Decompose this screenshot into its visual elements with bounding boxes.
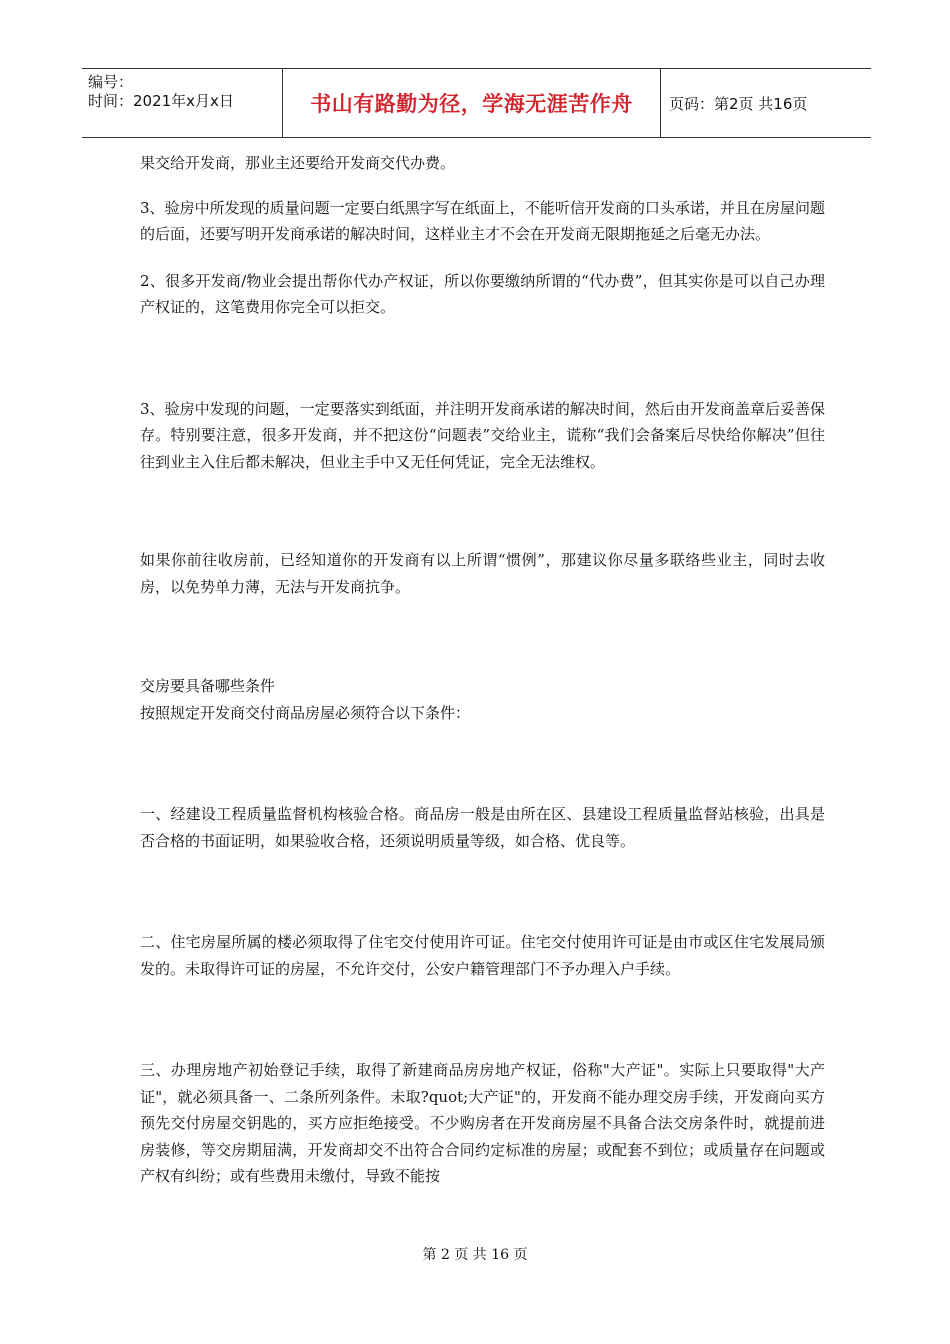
document-number: 编号： bbox=[88, 73, 134, 91]
page-indicator: 页码：第2页 共16页 bbox=[669, 94, 808, 113]
header-meta bbox=[82, 69, 282, 137]
paragraph: 3、验房中发现的问题，一定要落实到纸面，并注明开发商承诺的解决时间，然后由开发商盖章后妥善保存。特别要注意，很多开发商，并不把这份“问题表”交给业主，谎称“我们会备案后尽快给你解决”但往往到业主入住后都未解决，但业主手中又无任何凭证，完全无法维权。 bbox=[140, 399, 825, 471]
header-motto-cell bbox=[282, 69, 661, 137]
document-date: 时间：2021年x月x日 bbox=[88, 92, 234, 110]
paragraph: 3、验房中所发现的质量问题一定要白纸黑字写在纸面上，不能听信开发商的口头承诺，并且在房屋问题的后面，还要写明开发商承诺的解决时间，这样业主才不会在开发商无限期拖延之后毫无办法。 bbox=[140, 198, 825, 243]
page-header bbox=[82, 68, 871, 138]
paragraph: 二、住宅房屋所属的楼必须取得了住宅交付使用许可证。住宅交付使用许可证是由市或区住宅发展局颁发的。未取得许可证的房屋，不允许交付，公安户籍管理部门不予办理入户手续。 bbox=[140, 933, 825, 978]
header-page-cell bbox=[661, 69, 871, 137]
paragraph: 果交给开发商，那业主还要给开发商交代办费。 bbox=[140, 154, 456, 172]
paragraph: 2、很多开发商/物业会提出帮你代办产权证，所以你要缴纳所谓的“代办费”，但其实你是可以自己办理产权证的，这笔费用你完全可以拒交。 bbox=[140, 271, 825, 316]
paragraph: 一、经建设工程质量监督机构核验合格。商品房一般是由所在区、县建设工程质量监督站核验，出具是否合格的书面证明，如果验收合格，还须说明质量等级，如合格、优良等。 bbox=[140, 805, 825, 850]
section-heading: 交房要具备哪些条件 bbox=[140, 677, 276, 695]
paragraph: 如果你前往收房前，已经知道你的开发商有以上所谓“惯例”，那建议你尽量多联络些业主，同时去收房，以免势单力薄，无法与开发商抗争。 bbox=[140, 551, 825, 596]
page-footer: 第 2 页 共 16 页 bbox=[422, 1247, 528, 1263]
paragraph: 三、办理房地产初始登记手续，取得了新建商品房房地产权证，俗称"大产证"。实际上只要取得"大产证"，就必须具备一、二条所列条件。未取?quot;大产证"的，开发商不能办理交房手续，开发商向买方预先交付房屋交钥匙的，买方应拒绝接受。不少购房者在开发商房屋不具备合法交房条件时，就提前进房装修，等交房期届满，开发商却交不出符合合同约定标准的房屋；或配套不到位；或质量存在问题或产权有纠纷；或有些费用未缴付，导致不能按 bbox=[140, 1061, 825, 1185]
paragraph: 按照规定开发商交付商品房屋必须符合以下条件： bbox=[140, 703, 471, 722]
document-body bbox=[140, 150, 825, 1190]
motto: 书山有路勤为径，学海无涯苦作舟 bbox=[310, 92, 633, 116]
